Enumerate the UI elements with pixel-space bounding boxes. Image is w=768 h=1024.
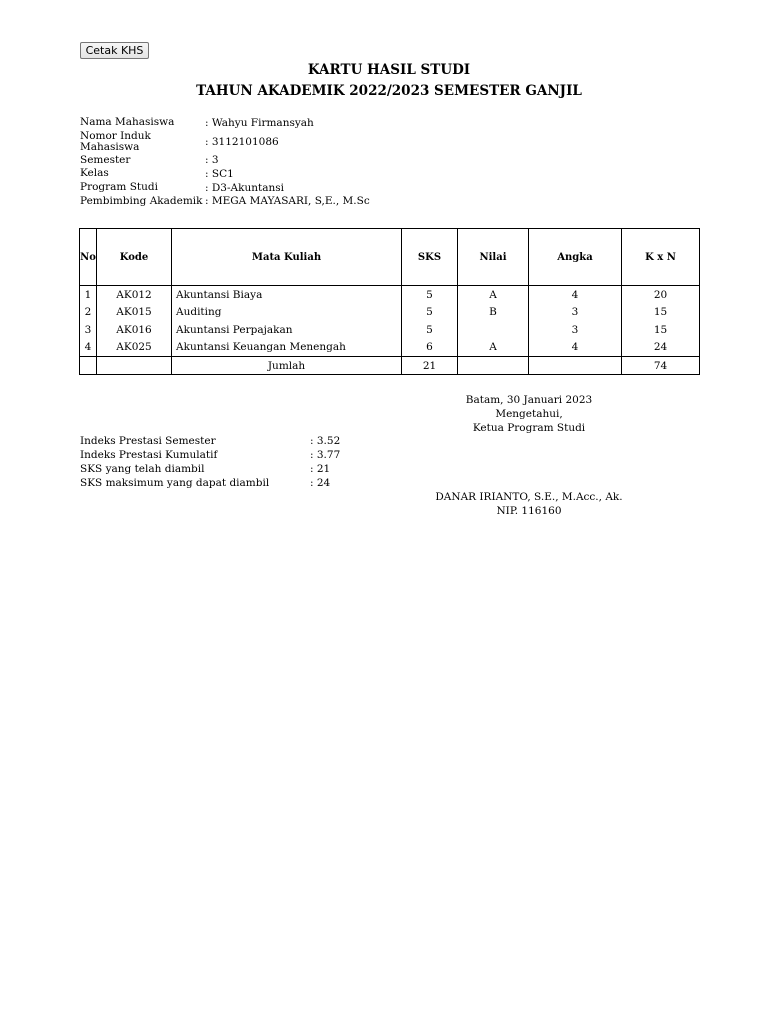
cell-sks: 5 bbox=[402, 321, 458, 339]
table-row bbox=[80, 339, 700, 357]
cell-sks: 6 bbox=[402, 339, 458, 357]
cell-kode: AK012 bbox=[97, 286, 172, 304]
signature-place-date: Batam, 30 Januari 2023 bbox=[465, 394, 593, 406]
signature-footer bbox=[400, 490, 658, 518]
cell-sks: 5 bbox=[402, 304, 458, 322]
summary-label: SKS yang telah diambil bbox=[80, 463, 205, 475]
summary-row bbox=[80, 448, 340, 462]
document-title: KARTU HASIL STUDI bbox=[307, 62, 471, 78]
cell-no: 3 bbox=[80, 321, 97, 339]
cell-angka: 4 bbox=[529, 339, 622, 357]
column-header-angka: Angka bbox=[529, 229, 622, 286]
cell-angka: 4 bbox=[529, 286, 622, 304]
student-id-label: Nomor Induk Mahasiswa bbox=[80, 129, 151, 153]
cell-sks: 5 bbox=[402, 286, 458, 304]
cell-angka: 3 bbox=[529, 304, 622, 322]
total-sks: 21 bbox=[402, 357, 458, 375]
semester-value: : 3 bbox=[205, 154, 219, 167]
academic-year-title: TAHUN AKADEMIK 2022/2023 SEMESTER GANJIL bbox=[196, 83, 582, 99]
cell-mata-kuliah: Akuntansi Biaya bbox=[172, 286, 402, 304]
column-header-no: No bbox=[80, 229, 97, 286]
class-row bbox=[80, 167, 370, 181]
semester-row bbox=[80, 154, 370, 168]
academic-advisor-value: : MEGA MAYASARI, S,E., M.Sc bbox=[205, 195, 370, 208]
student-name-label: Nama Mahasiswa bbox=[80, 116, 175, 129]
total-cell-kode bbox=[97, 357, 172, 375]
cell-no: 2 bbox=[80, 304, 97, 322]
total-cell-no bbox=[80, 357, 97, 375]
total-kxn: 74 bbox=[622, 357, 700, 375]
student-id-value: : 3112101086 bbox=[205, 135, 279, 148]
total-cell-nilai bbox=[458, 357, 529, 375]
total-label: Jumlah bbox=[172, 357, 402, 375]
summary-value: : 21 bbox=[310, 463, 331, 475]
academic-advisor-label: Pembimbing Akademik bbox=[80, 194, 203, 207]
signatory-nip: NIP. 116160 bbox=[496, 505, 562, 517]
cell-no: 4 bbox=[80, 339, 97, 357]
column-header-sks: SKS bbox=[402, 229, 458, 286]
summary-value: : 3.77 bbox=[310, 449, 341, 461]
cell-kxn: 24 bbox=[622, 339, 700, 357]
signatory-name: DANAR IRIANTO, S.E., M.Acc., Ak. bbox=[435, 491, 623, 503]
cell-kxn: 15 bbox=[622, 304, 700, 322]
summary-row bbox=[80, 434, 340, 448]
cell-nilai bbox=[458, 321, 529, 339]
study-program-value: : D3-Akuntansi bbox=[205, 181, 284, 194]
signature-position: Ketua Program Studi bbox=[472, 422, 586, 434]
summary-value: : 24 bbox=[310, 477, 331, 489]
signature-header bbox=[400, 393, 658, 435]
class-value: : SC1 bbox=[205, 167, 234, 180]
cell-mata-kuliah: Akuntansi Keuangan Menengah bbox=[172, 339, 402, 357]
column-header-nilai: Nilai bbox=[458, 229, 529, 286]
student-name-value: : Wahyu Firmansyah bbox=[205, 116, 314, 129]
cell-angka: 3 bbox=[529, 321, 622, 339]
academic-summary bbox=[80, 434, 340, 490]
summary-label: Indeks Prestasi Kumulatif bbox=[80, 449, 218, 461]
study-program-row bbox=[80, 181, 370, 195]
cell-nilai: A bbox=[458, 339, 529, 357]
column-header-mata-kuliah: Mata Kuliah bbox=[172, 229, 402, 286]
cell-kode: AK016 bbox=[97, 321, 172, 339]
table-row bbox=[80, 304, 700, 322]
table-row bbox=[80, 286, 700, 304]
cell-mata-kuliah: Auditing bbox=[172, 304, 402, 322]
cell-mata-kuliah: Akuntansi Perpajakan bbox=[172, 321, 402, 339]
table-row bbox=[80, 321, 700, 339]
summary-value: : 3.52 bbox=[310, 435, 341, 447]
table-total-row bbox=[80, 357, 700, 375]
summary-label: SKS maksimum yang dapat diambil bbox=[80, 477, 270, 489]
cell-kode: AK025 bbox=[97, 339, 172, 357]
summary-row bbox=[80, 462, 340, 476]
print-khs-button[interactable]: Cetak KHS bbox=[80, 42, 149, 59]
total-cell-angka bbox=[529, 357, 622, 375]
cell-no: 1 bbox=[80, 286, 97, 304]
summary-label: Indeks Prestasi Semester bbox=[80, 435, 216, 447]
class-label: Kelas bbox=[80, 167, 109, 180]
semester-label: Semester bbox=[80, 153, 131, 166]
student-name-row bbox=[80, 116, 370, 130]
academic-advisor-row bbox=[80, 194, 370, 208]
column-header-kxn: K x N bbox=[622, 229, 700, 286]
cell-nilai: A bbox=[458, 286, 529, 304]
student-info bbox=[80, 116, 370, 208]
column-header-kode: Kode bbox=[97, 229, 172, 286]
grades-table bbox=[79, 228, 700, 375]
cell-kxn: 15 bbox=[622, 321, 700, 339]
summary-row bbox=[80, 476, 340, 490]
cell-nilai: B bbox=[458, 304, 529, 322]
cell-kxn: 20 bbox=[622, 286, 700, 304]
study-program-label: Program Studi bbox=[80, 181, 158, 194]
student-id-row bbox=[80, 130, 370, 154]
cell-kode: AK015 bbox=[97, 304, 172, 322]
signature-acknowledged: Mengetahui, bbox=[495, 408, 563, 420]
table-header-row bbox=[80, 229, 700, 286]
